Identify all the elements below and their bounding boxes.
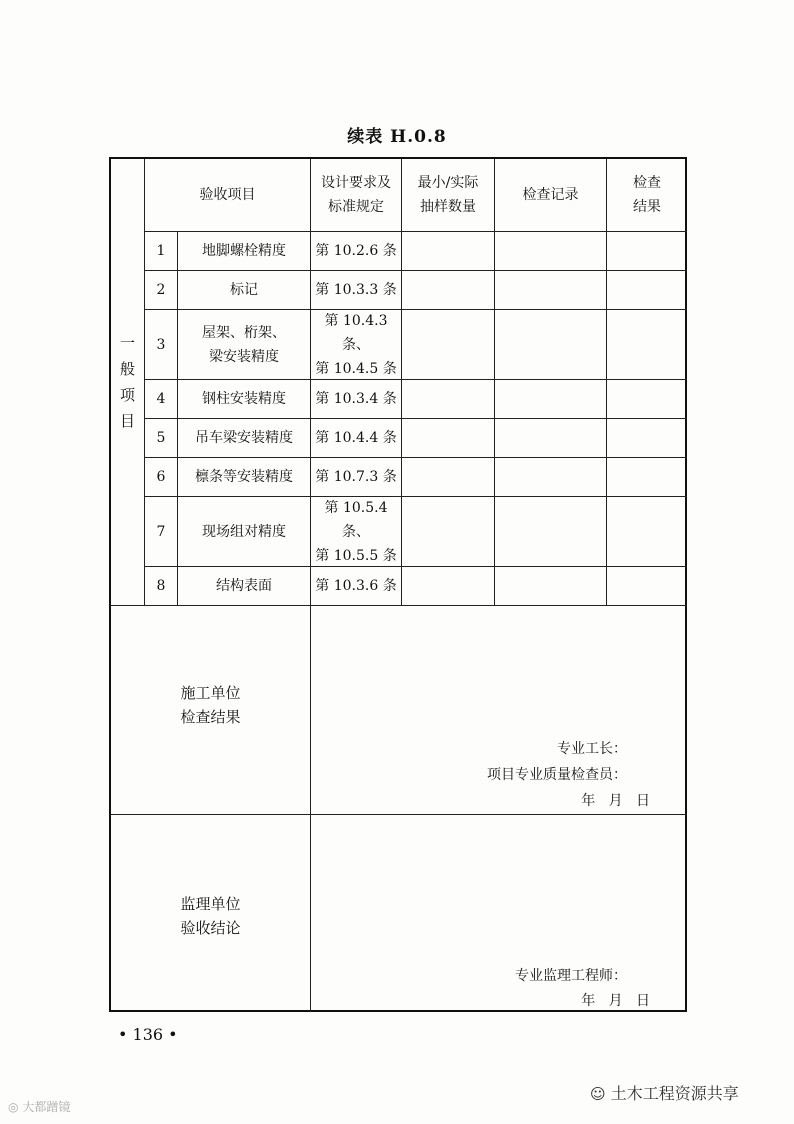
header-sample-line2: 抽样数量 — [420, 199, 476, 215]
category-char: 项 — [119, 386, 135, 404]
row-spec-reference-line: 第 10.3.4 条 — [315, 391, 397, 407]
row-sample-count[interactable] — [402, 232, 494, 270]
row-item-name — [178, 567, 310, 605]
row-sample-count[interactable] — [402, 271, 494, 309]
watermark-logo-right — [590, 1081, 739, 1104]
row-spec-reference-line: 第 10.3.3 条 — [315, 282, 397, 298]
row-item-name — [178, 310, 310, 379]
row-spec-reference-line: 第 10.5.4 条、 — [324, 499, 388, 540]
header-design-line1: 设计要求及 — [321, 175, 391, 191]
row-inspection-record[interactable] — [495, 232, 606, 270]
row-inspection-result[interactable] — [607, 567, 687, 605]
row-spec-reference — [311, 380, 401, 418]
header-sample — [402, 159, 494, 231]
row-inspection-result[interactable] — [607, 271, 687, 309]
row-inspection-record[interactable] — [495, 380, 606, 418]
row-item-name-line: 钢柱安装精度 — [202, 391, 286, 407]
watermark-text-left: 大都蹭镜 — [22, 1100, 71, 1114]
header-design — [311, 159, 401, 231]
category-char: 目 — [119, 412, 135, 430]
row-item-name-line: 结构表面 — [216, 578, 272, 594]
row-inspection-result[interactable] — [607, 419, 687, 457]
row-spec-reference-line: 第 10.3.6 条 — [315, 578, 397, 594]
row-inspection-record[interactable] — [495, 419, 606, 457]
header-result — [607, 159, 687, 231]
row-item-name-line: 屋架、桁架、 — [202, 324, 286, 341]
row-item-name — [178, 458, 310, 496]
row-sample-count[interactable] — [402, 419, 494, 457]
category-general-items — [111, 159, 144, 605]
row-item-name-line: 标记 — [230, 282, 258, 298]
row-sample-count[interactable] — [402, 380, 494, 418]
construction-label — [111, 606, 310, 814]
row-spec-reference — [311, 310, 401, 379]
row-number: 1 — [156, 243, 166, 259]
row-inspection-result[interactable] — [607, 380, 687, 418]
camera-icon: ◎ — [8, 1100, 19, 1114]
row-number: 3 — [156, 336, 166, 353]
row-sample-count[interactable] — [402, 567, 494, 605]
row-number: 5 — [156, 430, 166, 446]
row-sample-count[interactable] — [402, 458, 494, 496]
row-spec-reference — [311, 419, 401, 457]
foreman-signature-label: 专业工长： — [557, 741, 627, 757]
row-inspection-result[interactable] — [607, 497, 687, 566]
row-item-name-line: 檩条等安装精度 — [195, 469, 293, 485]
row-item-name-line: 梁安装精度 — [209, 348, 279, 365]
header-sample-line1: 最小/实际 — [417, 175, 479, 191]
row-spec-reference — [311, 567, 401, 605]
supervision-label-line1: 监理单位 — [180, 895, 241, 913]
row-spec-reference-line: 第 10.4.5 条 — [315, 360, 397, 377]
wechat-icon: ☺ — [590, 1085, 606, 1103]
row-item-name-line: 吊车梁安装精度 — [195, 430, 293, 446]
inspection-form-table — [109, 157, 687, 1012]
row-item-name — [178, 232, 310, 270]
construction-label-line2: 检查结果 — [180, 708, 241, 726]
row-inspection-result[interactable] — [607, 232, 687, 270]
row-spec-reference-line: 第 10.4.4 条 — [315, 430, 397, 446]
row-item-name-line: 现场组对精度 — [202, 523, 286, 540]
watermark-text-right: 土木工程资源共享 — [610, 1084, 739, 1103]
row-spec-reference — [311, 232, 401, 270]
row-inspection-record[interactable] — [495, 567, 606, 605]
header-record: 检查记录 — [522, 187, 579, 203]
header-result-line1: 检查 — [633, 175, 661, 191]
row-item-name-line: 地脚螺栓精度 — [202, 243, 286, 259]
row-sample-count[interactable] — [402, 497, 494, 566]
row-spec-reference — [311, 497, 401, 566]
row-inspection-record[interactable] — [495, 458, 606, 496]
row-number: 7 — [156, 523, 166, 540]
watermark-logo-left — [8, 1098, 70, 1115]
header-result-line2: 结果 — [633, 199, 661, 215]
row-item-name — [178, 419, 310, 457]
row-spec-reference-line: 第 10.4.3 条、 — [324, 312, 388, 353]
row-spec-reference-line: 第 10.5.5 条 — [315, 547, 397, 564]
row-inspection-result[interactable] — [607, 458, 687, 496]
row-spec-reference — [311, 458, 401, 496]
construction-label-line1: 施工单位 — [180, 684, 241, 702]
row-number: 4 — [156, 391, 166, 407]
category-char: 一 — [119, 334, 135, 352]
category-char: 般 — [119, 360, 135, 378]
row-spec-reference-line: 第 10.7.3 条 — [315, 469, 397, 485]
row-number: 6 — [156, 469, 166, 485]
row-sample-count[interactable] — [402, 310, 494, 379]
supervision-label — [111, 815, 310, 1012]
table-title: 续表 H.0.8 — [347, 127, 447, 147]
row-inspection-result[interactable] — [607, 310, 687, 379]
row-spec-reference — [311, 271, 401, 309]
engineer-signature-label: 专业监理工程师： — [515, 968, 627, 984]
supervision-date: 年 月 日 — [581, 993, 650, 1009]
row-inspection-record[interactable] — [495, 497, 606, 566]
row-item-name — [178, 271, 310, 309]
row-spec-reference-line: 第 10.2.6 条 — [315, 243, 397, 259]
header-design-line2: 标准规定 — [328, 199, 384, 215]
row-number: 8 — [156, 578, 166, 594]
row-inspection-record[interactable] — [495, 271, 606, 309]
page-number: • 136 • — [118, 1025, 178, 1044]
inspector-signature-label: 项目专业质量检查员： — [487, 767, 627, 783]
row-number: 2 — [156, 282, 166, 298]
row-item-name — [178, 380, 310, 418]
construction-date: 年 月 日 — [581, 793, 650, 809]
row-item-name — [178, 497, 310, 566]
row-inspection-record[interactable] — [495, 310, 606, 379]
supervision-label-line2: 验收结论 — [180, 919, 241, 937]
header-item: 验收项目 — [199, 187, 256, 203]
